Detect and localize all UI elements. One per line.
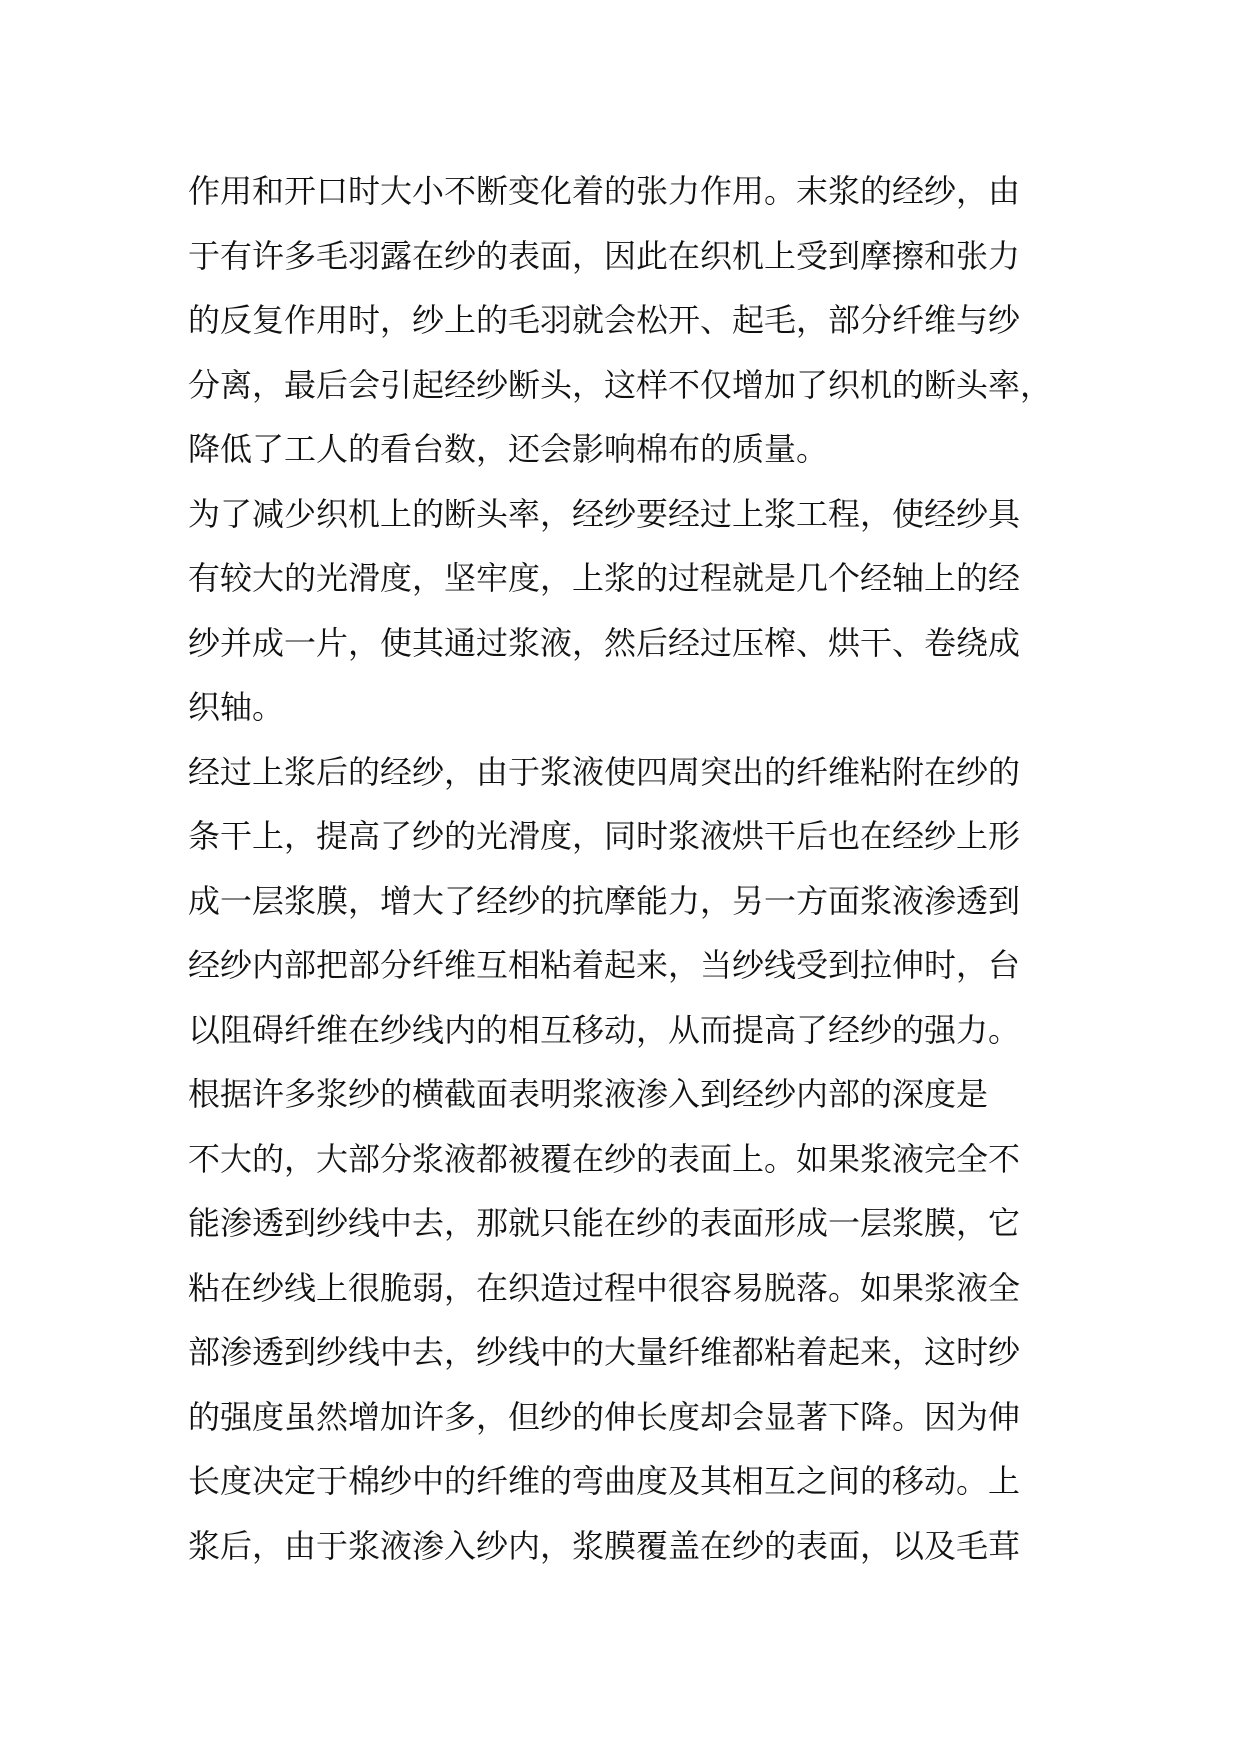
text-line: 有较大的光滑度，坚牢度，上浆的过程就是几个经轴上的经 — [188, 559, 1021, 597]
text-line: 以阻碍纤维在纱线内的相互移动，从而提高了经纱的强力。 — [188, 1010, 1021, 1049]
text-line: 作用和开口时大小不断变化着的张力作用。末浆的经纱，由 — [188, 172, 1021, 210]
text-line: 部渗透到纱线中去，纱线中的大量纤维都粘着起来，这时纱 — [188, 1333, 1021, 1371]
text-line: 长度决定于棉纱中的纤维的弯曲度及其相互之间的移动。上 — [188, 1462, 1021, 1500]
text-line: 纱并成一片，使其通过浆液，然后经过压榨、烘干、卷绕成 — [188, 623, 1021, 662]
text-line: 的反复作用时，纱上的毛羽就会松开、起毛，部分纤维与纱 — [188, 301, 1021, 339]
text-line: 根据许多浆纱的横截面表明浆液渗入到经纱内部的深度是 — [188, 1075, 989, 1113]
text-line: 降低了工人的看台数，还会影响棉布的质量。 — [188, 430, 829, 468]
text-line: 粘在纱线上很脆弱，在织造过程中很容易脱落。如果浆液全 — [188, 1268, 1021, 1307]
text-line: 能渗透到纱线中去，那就只能在纱的表面形成一层浆膜，它 — [188, 1204, 1021, 1242]
body-text — [188, 159, 1058, 1578]
text-line: 经纱内部把部分纤维互相粘着起来，当纱线受到拉伸时，台 — [188, 946, 1021, 984]
text-line: 分离，最后会引起经纱断头，这样不仅增加了织机的断头率， — [188, 365, 1053, 404]
text-line: 于有许多毛羽露在纱的表面，因此在织机上受到摩擦和张力 — [188, 236, 1021, 275]
text-line: 的强度虽然增加许多，但纱的伸长度却会显著下降。因为伸 — [188, 1397, 1021, 1436]
text-line: 经过上浆后的经纱，由于浆液使四周突出的纤维粘附在纱的 — [188, 752, 1021, 791]
text-line: 为了减少织机上的断头率，经纱要经过上浆工程，使经纱具 — [188, 494, 1021, 533]
text-line: 不大的，大部分浆液都被覆在纱的表面上。如果浆液完全不 — [188, 1139, 1021, 1178]
text-line: 成一层浆膜，增大了经纱的抗摩能力，另一方面浆液渗透到 — [188, 881, 1021, 920]
text-line: 条干上，提高了纱的光滑度，同时浆液烘干后也在经纱上形 — [188, 817, 1021, 855]
text-line: 织轴。 — [188, 688, 285, 726]
text-line: 浆后，由于浆液渗入纱内，浆膜覆盖在纱的表面，以及毛茸 — [188, 1526, 1021, 1565]
